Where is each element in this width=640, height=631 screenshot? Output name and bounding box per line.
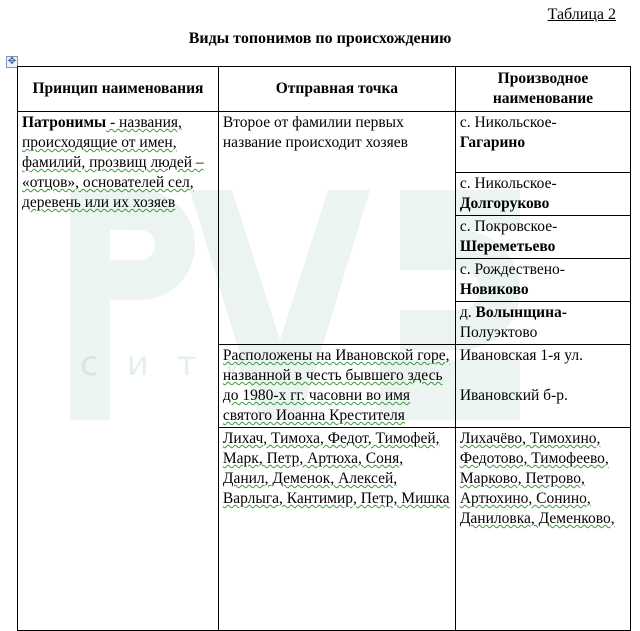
header-derived: Производное наименование: [455, 67, 630, 112]
derived-street: Ивановская 1-я ул.: [459, 347, 583, 364]
derived-prefix: с. Никольское-: [459, 114, 557, 131]
patronyms-definition: - названия, происходящие от имен, фамилий, прозвищ людей – «отцов», основателей сел, деревень или их хозяев: [22, 114, 204, 211]
derived-name: Волынщина-: [475, 304, 567, 321]
toponym-table: [17, 66, 631, 631]
derived-prefix: с. Никольское-: [459, 175, 557, 192]
derived-prefix: с. Покровское-: [459, 218, 558, 235]
derived-name: Новиково: [459, 281, 529, 298]
derived-prefix: д.: [459, 304, 476, 321]
derived-cell: [455, 259, 630, 302]
header-origin: Отправная точка: [218, 67, 455, 112]
origin-cell-1: Второе от фамилии первых название происходит хозяев: [218, 112, 455, 345]
derived-cell: [455, 345, 630, 428]
derived-name: Долгоруково: [459, 195, 550, 212]
derived-prefix: с. Рождествено-: [459, 261, 565, 278]
derived-cell: Лихачёво, Тимохино, Федотово, Тимофеево, Марково, Петрово, Артюхино, Сонино, Даниловка, Деменково,: [455, 428, 630, 631]
table-row: [18, 112, 631, 173]
origin-cell-3: Лихач, Тимоха, Федот, Тимофей, Марк, Петр, Артюха, Соня, Данил, Деменок, Алексей, Варлыга, Кантимир, Петр, Мишка: [218, 428, 455, 631]
table-header-row: [18, 67, 631, 112]
watermark-text: сити: [80, 344, 275, 384]
derived-cell: [455, 112, 630, 173]
origin-cell-2: Расположены на Ивановской горе, названной в честь бывшего здесь до 1980-х гг. часовни во имя святого Иоанна Крестителя: [218, 345, 455, 428]
patronyms-term: Патронимы: [22, 114, 107, 131]
derived-boulevard: Ивановский б-р.: [459, 387, 568, 404]
derived-name: Шереметьево: [459, 238, 556, 255]
patronyms-cell: [18, 112, 219, 631]
derived-cell: [455, 216, 630, 259]
table-title: Виды топонимов по происхождению: [188, 30, 452, 47]
table-label: Таблица 2: [547, 6, 616, 23]
derived-cell: [455, 173, 630, 216]
header-principle: Принцип наименования: [18, 67, 219, 112]
derived-name: Гагарино: [459, 134, 526, 151]
derived-suffix: Полуэктово: [459, 324, 538, 341]
table-move-handle-icon[interactable]: ✥: [7, 56, 17, 67]
derived-cell: [455, 302, 630, 345]
